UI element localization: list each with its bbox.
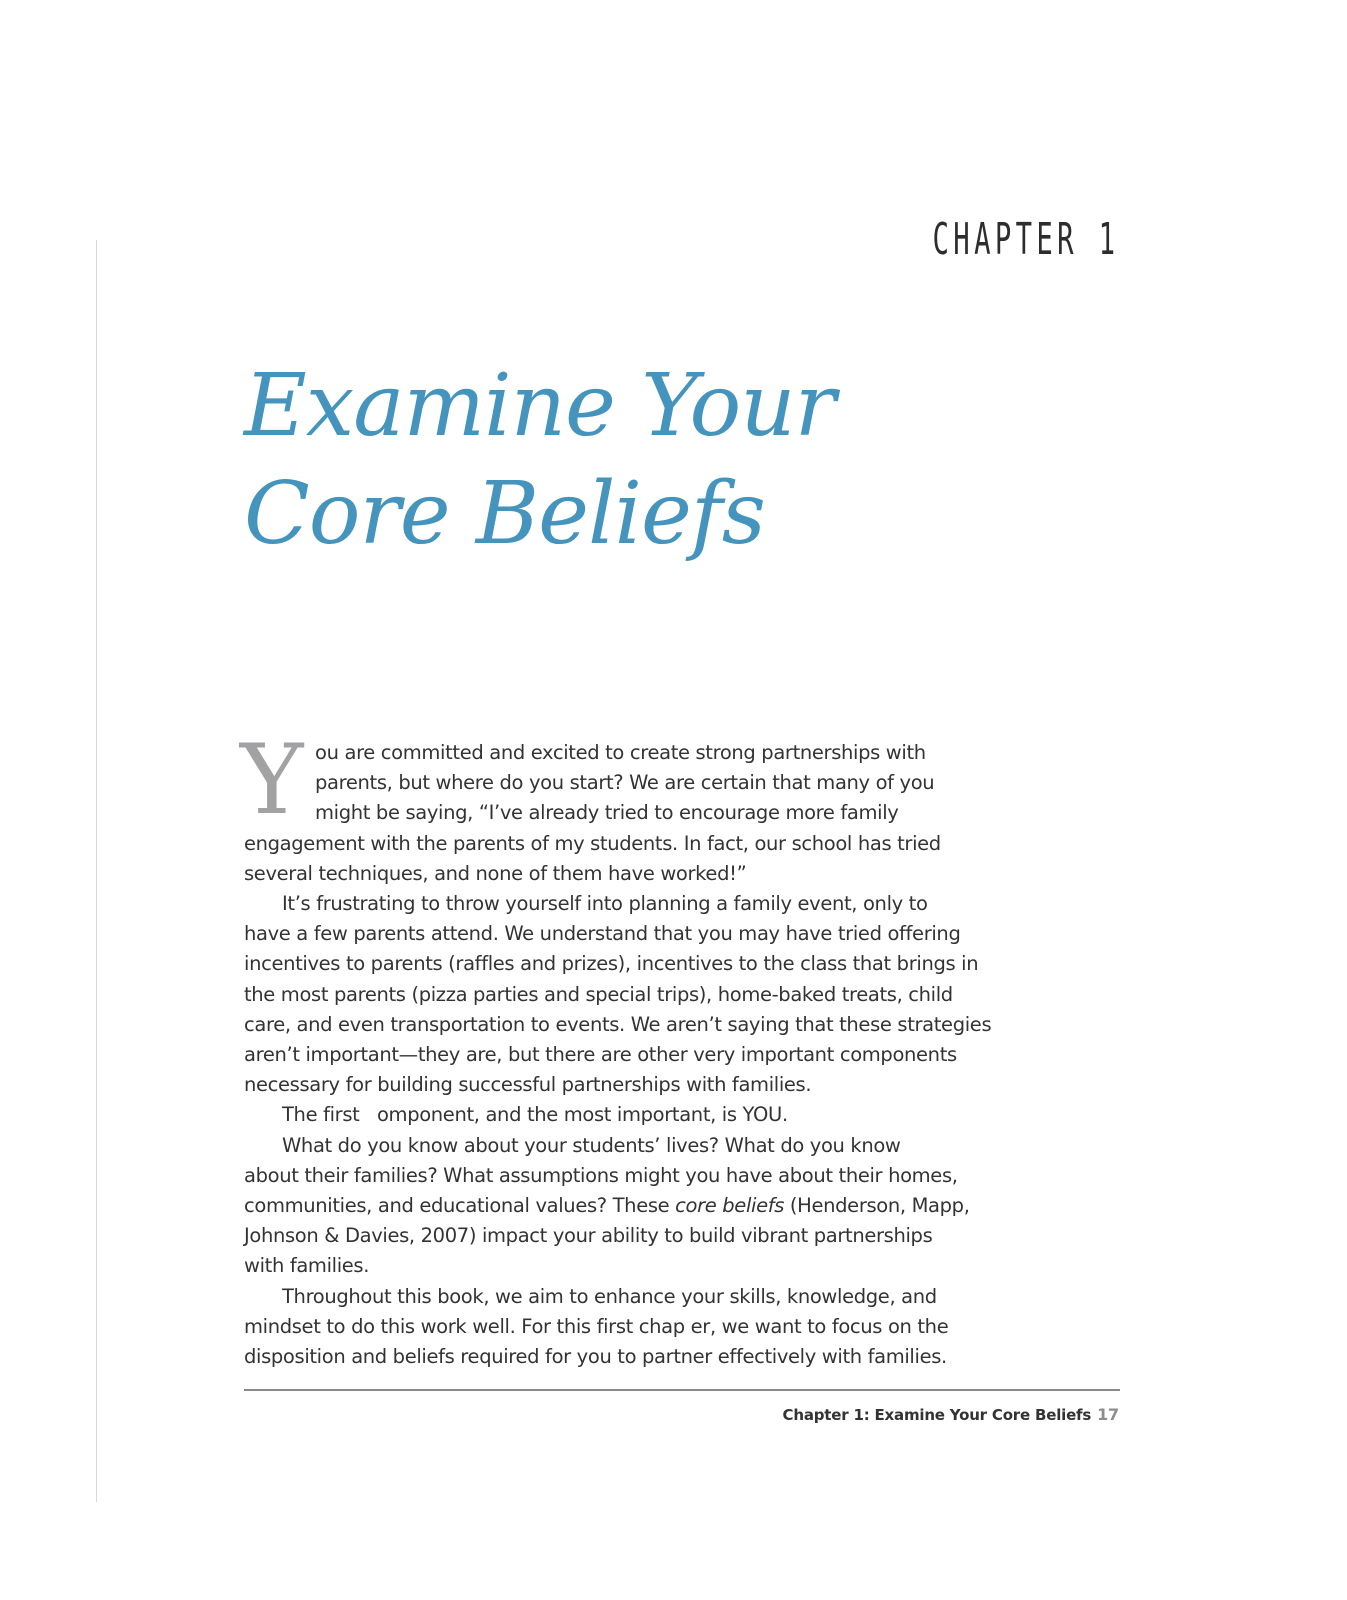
page-binding-edge [96,240,97,1502]
paragraph-5 [244,1282,964,1373]
running-footer-title: Chapter 1: Examine Your Core Beliefs [782,1406,1092,1424]
text-fragment: (Henderson, Mapp, [784,1194,970,1218]
chapter-label: CHAPTER 1 [932,214,1119,265]
text-fragment: communities, and educational values? These [244,1194,676,1218]
text-line: It’s frustrating to throw yourself into planning a family event, only to [282,892,928,916]
text-line: mindset to do this work well. For this first chap er, we want to focus on the [244,1314,949,1338]
text-line: about their families? What assumptions might you have about their homes, [244,1163,958,1187]
text-line: have a few parents attend. We understand that you may have tried offering [244,922,961,946]
text-line: several techniques, and none of them have worked!” [244,861,747,885]
text-line: ou are committed and excited to create strong partnerships with [315,741,926,764]
paragraph-2 [244,889,992,1100]
page-number: 17 [1097,1405,1119,1424]
chapter-title-line-1: Examine Your [244,356,835,456]
paragraph-4 [244,1131,970,1282]
paragraph-1 [240,724,964,889]
text-line: disposition and beliefs required for you to partner effectively with families. [244,1345,947,1369]
chapter-title [244,352,835,568]
footer-rule [244,1389,1120,1391]
text-line: with families. [244,1254,370,1278]
body-text [240,724,992,1372]
text-line: Johnson & Davies, 2007) impact your ability to build vibrant partnerships [244,1224,933,1248]
drop-cap: Y [240,724,304,836]
paragraph-3 [244,1100,964,1130]
text-line: parents, but where do you start? We are certain that many of you [315,771,935,795]
text-line: the most parents (pizza parties and special trips), home-baked treats, child [244,982,953,1006]
text-line [244,1191,970,1221]
text-line: care, and even transportation to events. We aren’t saying that these strategies [244,1012,992,1036]
text-line: might be saying, “I’ve already tried to encourage more family [315,801,899,825]
chapter-title-line-2: Core Beliefs [244,464,765,564]
text-line: Throughout this book, we aim to enhance your skills, knowledge, and [282,1284,937,1308]
text-line: What do you know about your students’ lives? What do you know [282,1133,901,1157]
running-footer [783,1405,1119,1424]
text-line: The first omponent, and the most important, is YOU. [282,1103,788,1127]
text-line: aren’t important—they are, but there are other very important components [244,1043,957,1067]
text-line: necessary for building successful partnerships with families. [244,1073,812,1097]
text-line: engagement with the parents of my students. In fact, our school has tried [244,831,941,855]
text-line: incentives to parents (raffles and prizes), incentives to the class that brings in [244,952,979,976]
emphasis-core-beliefs: core beliefs [675,1194,785,1218]
